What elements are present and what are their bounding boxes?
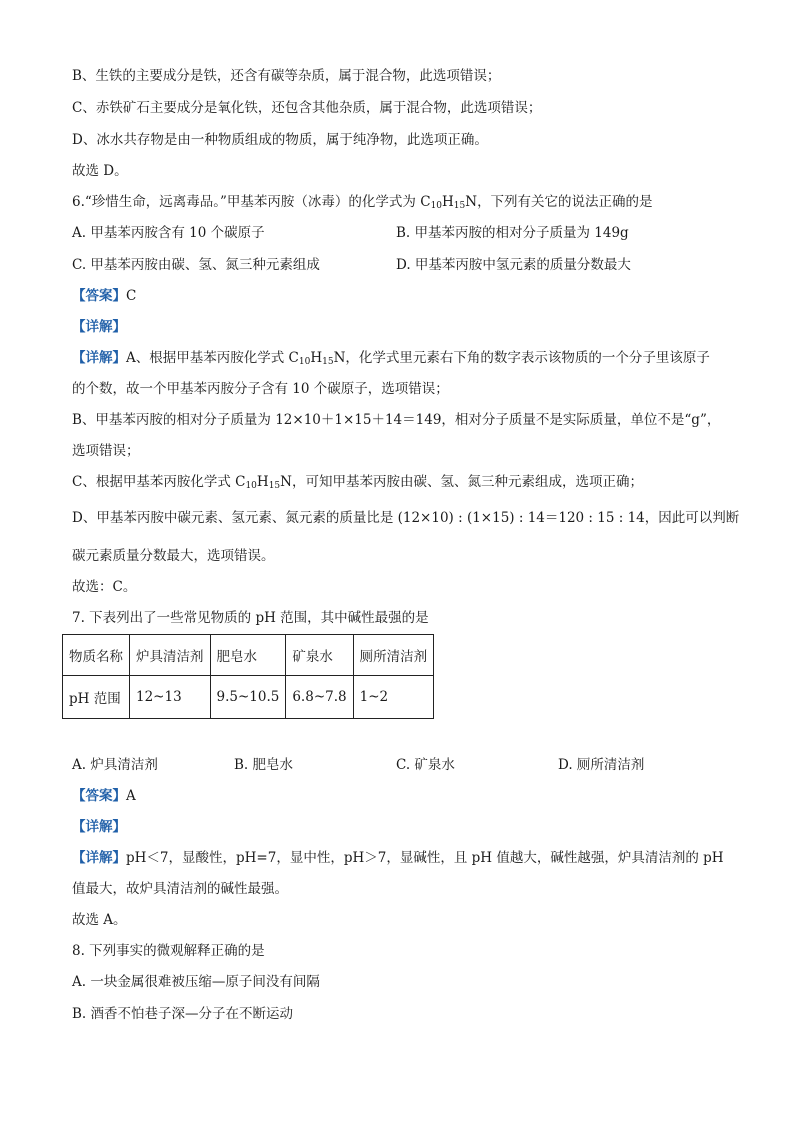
table-cell: 12~13 bbox=[130, 676, 211, 719]
table-cell: 矿泉水 bbox=[286, 635, 353, 676]
q6-option-c: C. 甲基苯丙胺由碳、氢、氮三种元素组成 bbox=[72, 257, 320, 273]
ph-table bbox=[62, 634, 434, 719]
q6-option-d: D. 甲基苯丙胺中氢元素的质量分数最大 bbox=[396, 257, 631, 273]
q8-option-b: B. 酒香不怕巷子深—分子在不断运动 bbox=[72, 1006, 294, 1022]
table-cell: 物质名称 bbox=[63, 635, 130, 676]
q8-stem: 8. 下列事实的微观解释正确的是 bbox=[72, 943, 265, 959]
q7-detail-heading: 【详解】 bbox=[72, 819, 126, 835]
table-cell: 肥皂水 bbox=[210, 635, 286, 676]
q7-conclusion: 故选 A。 bbox=[72, 912, 127, 928]
q6-option-b: B. 甲基苯丙胺的相对分子质量为 149g bbox=[396, 225, 629, 241]
table-row bbox=[63, 676, 434, 719]
table-header-row bbox=[63, 635, 434, 676]
option-c-explanation: C、赤铁矿石主要成分是氧化铁，还包含其他杂质，属于混合物，此选项错误； bbox=[72, 100, 542, 116]
option-b-explanation: B、生铁的主要成分是铁，还含有碳等杂质，属于混合物，此选项错误； bbox=[72, 68, 501, 84]
q6-explanation-d-cont: 碳元素质量分数最大，选项错误。 bbox=[72, 548, 275, 564]
conclusion: 故选 D。 bbox=[72, 163, 128, 179]
table-cell: 炉具清洁剂 bbox=[130, 635, 211, 676]
q6-explanation-d: D、甲基苯丙胺中碳元素、氢元素、氮元素的质量比是 (12×10) : (1×15) : 14＝120 : 15 : 14，因此可以判断 bbox=[72, 510, 740, 526]
q6-explanation-b-cont: 选项错误； bbox=[72, 443, 140, 459]
q7-option-b: B. 肥皂水 bbox=[234, 757, 294, 773]
q6-stem: 6.“珍惜生命，远离毒品。”甲基苯丙胺（冰毒）的化学式为 $C_{10}H_{15}N$，下列有关它的说法正确的是 bbox=[72, 194, 653, 211]
q6-option-a: A. 甲基苯丙胺含有 10 个碳原子 bbox=[72, 225, 265, 241]
table-cell: pH 范围 bbox=[63, 676, 130, 719]
q6-detail-heading: 【详解】 bbox=[72, 319, 126, 335]
q6-answer: 【答案】C bbox=[72, 288, 137, 304]
q6-explanation-b: B、甲基苯丙胺的相对分子质量为 12×10＋1×15＋14＝149，相对分子质量不是实际质量，单位不是“g”， bbox=[72, 412, 721, 428]
table-cell: 厕所清洁剂 bbox=[353, 635, 434, 676]
q7-option-d: D. 厕所清洁剂 bbox=[558, 757, 645, 773]
table-cell: 9.5~10.5 bbox=[210, 676, 286, 719]
q7-option-a: A. 炉具清洁剂 bbox=[72, 757, 158, 773]
q6-explanation-a: 【详解】A、根据甲基苯丙胺化学式 $C_{10}H_{15}N$，化学式里元素右下角的数字表示该物质的一个分子里该原子 bbox=[72, 350, 710, 367]
q6-explanation-c: C、根据甲基苯丙胺化学式 $C_{10}H_{15}N$，可知甲基苯丙胺由碳、氢、氮三种元素组成，选项正确； bbox=[72, 474, 643, 491]
table-cell: 6.8~7.8 bbox=[286, 676, 353, 719]
q8-option-a: A. 一块金属很难被压缩—原子间没有间隔 bbox=[72, 974, 320, 990]
q6-conclusion: 故选：C。 bbox=[72, 579, 137, 595]
q7-explanation-cont: 值最大，故炉具清洁剂的碱性最强。 bbox=[72, 881, 288, 897]
q7-explanation: 【详解】pH＜7，显酸性，pH=7，显中性，pH＞7，显碱性，且 pH 值越大，碱性越强，炉具清洁剂的 pH bbox=[72, 850, 724, 866]
option-d-explanation: D、冰水共存物是由一种物质组成的物质，属于纯净物，此选项正确。 bbox=[72, 132, 488, 148]
q7-stem: 7. 下表列出了一些常见物质的 pH 范围，其中碱性最强的是 bbox=[72, 610, 429, 626]
q7-option-c: C. 矿泉水 bbox=[396, 757, 455, 773]
q6-explanation-a-cont: 的个数，故一个甲基苯丙胺分子含有 10 个碳原子，选项错误； bbox=[72, 381, 449, 397]
q7-answer: 【答案】A bbox=[72, 788, 136, 804]
table-cell: 1~2 bbox=[353, 676, 434, 719]
